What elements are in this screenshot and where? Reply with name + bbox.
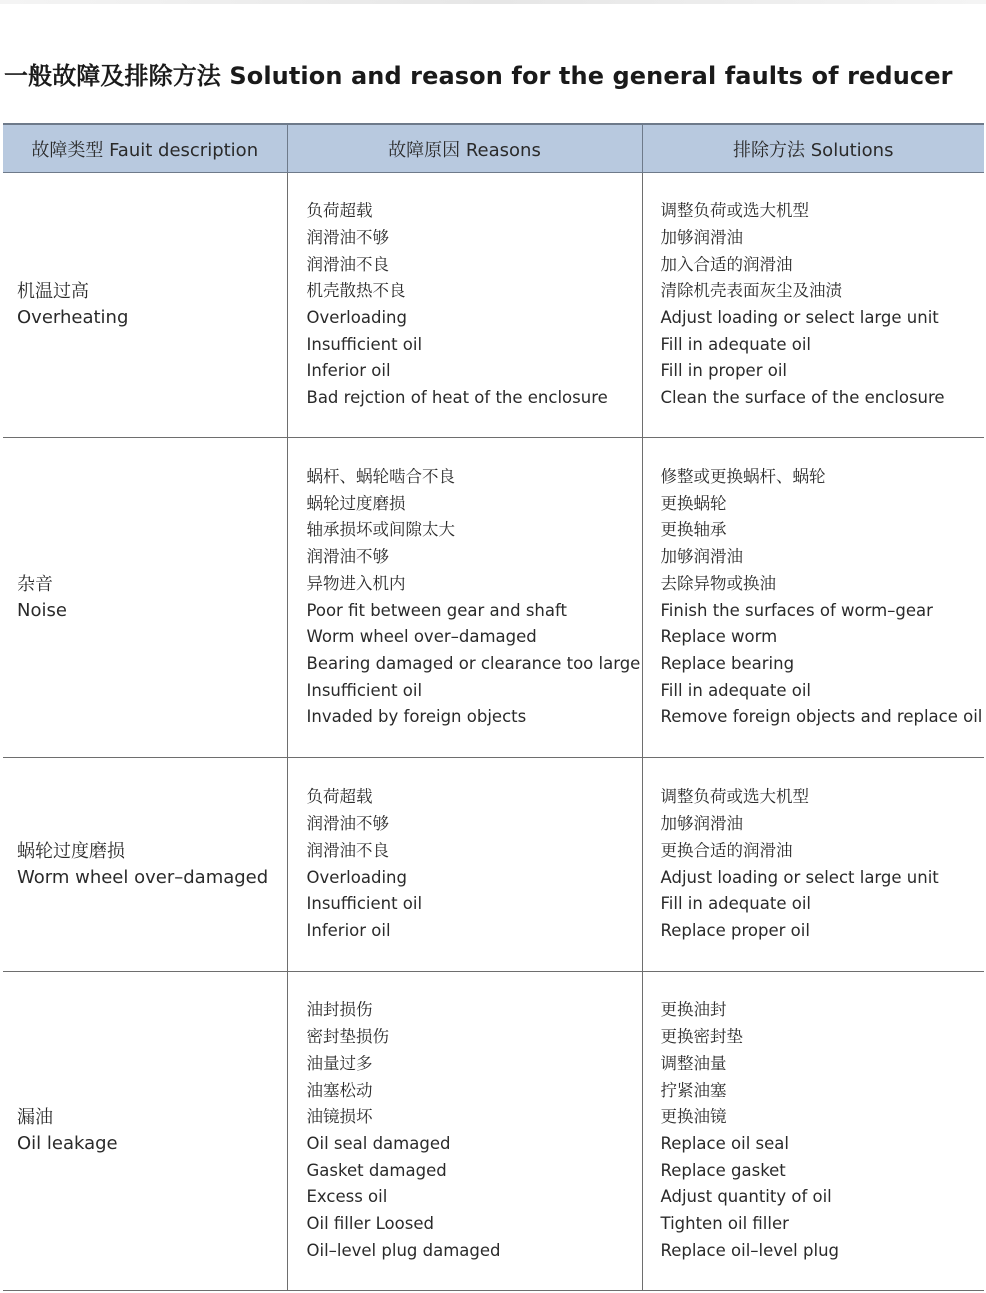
reason-line: Oil–level plug damaged: [306, 1240, 501, 1260]
reason-line: Inferior oil: [306, 920, 391, 940]
reason-line: Bearing damaged or clearance too large: [306, 653, 641, 673]
solution-line: 清除机壳表面灰尘及油渍: [660, 281, 842, 301]
table-header-row: [3, 124, 984, 173]
reason-line: 负荷超载: [306, 787, 373, 807]
solution-line: 调整油量: [660, 1053, 727, 1073]
reason-line: Worm wheel over–damaged: [306, 627, 537, 647]
solutions-cell: [642, 438, 984, 758]
solutions-cell: [642, 972, 984, 1291]
reason-line: 蜗轮过度磨损: [306, 493, 406, 513]
page-title: 一般故障及排除方法 Solution and reason for the general faults of reducer: [4, 62, 953, 90]
reasons-cell: [287, 438, 642, 758]
reason-line: Bad rejction of heat of the enclosure: [306, 388, 608, 408]
solution-line: Adjust quantity of oil: [660, 1187, 832, 1207]
reason-line: 负荷超载: [306, 201, 373, 221]
reason-line: 异物进入机内: [306, 573, 406, 593]
solution-line: Replace proper oil: [660, 920, 810, 940]
solution-line: Fill in adequate oil: [660, 680, 811, 700]
reason-line: Inferior oil: [306, 361, 391, 381]
solution-line: 修整或更换蜗杆、蜗轮: [660, 466, 826, 486]
solution-line: 加够润滑油: [660, 814, 743, 834]
solutions-cell: [642, 758, 984, 972]
solution-line: Adjust loading or select large unit: [660, 308, 939, 327]
solution-line: Remove foreign objects and replace oil: [660, 707, 983, 727]
fault-name-cn: 机温过高: [17, 281, 89, 302]
solution-line: 加够润滑油: [660, 227, 743, 247]
table-row-overheating: [3, 173, 984, 438]
table-row-oil-leakage: [3, 972, 984, 1291]
reason-line: Oil seal damaged: [306, 1134, 451, 1153]
solution-line: 更换密封垫: [660, 1027, 743, 1047]
header-fault-description: 故障类型 Fauit description: [3, 124, 287, 173]
solution-line: 更换轴承: [660, 520, 727, 540]
reason-line: Oil filler Loosed: [306, 1214, 434, 1234]
solution-line: 调整负荷或选大机型: [660, 201, 809, 221]
table-row-worm-wheel: [3, 758, 984, 972]
solution-line: 更换蜗轮: [660, 493, 727, 513]
fault-name-en: Overheating: [17, 307, 129, 328]
reason-line: 润滑油不良: [306, 840, 389, 860]
reason-line: 油封损伤: [306, 1000, 373, 1020]
reason-line: 油塞松动: [306, 1080, 373, 1100]
reason-line: 润滑油不够: [306, 814, 389, 834]
solution-line: Fill in adequate oil: [660, 894, 811, 914]
reason-line: 润滑油不良: [306, 254, 389, 274]
fault-table: [3, 123, 984, 1291]
solution-line: Finish the surfaces of worm–gear: [660, 600, 933, 620]
table-row-noise: [3, 438, 984, 758]
solution-line: Fill in adequate oil: [660, 334, 811, 354]
reason-line: Insufficient oil: [306, 894, 423, 914]
reason-line: Excess oil: [306, 1187, 388, 1207]
solution-line: Replace worm: [660, 627, 778, 647]
top-rule: [0, 0, 986, 4]
solution-line: 拧紧油塞: [660, 1080, 727, 1100]
reasons-cell: [287, 758, 642, 972]
solution-line: 更换合适的润滑油: [660, 840, 793, 860]
reason-line: 密封垫损伤: [306, 1027, 389, 1047]
fault-name-en: Oil leakage: [17, 1133, 118, 1154]
reason-line: 油镜损坏: [306, 1107, 373, 1127]
fault-name-en: Worm wheel over–damaged: [17, 866, 269, 888]
fault-name-cn: 杂音: [17, 573, 53, 595]
reason-line: Gasket damaged: [306, 1160, 447, 1180]
reasons-cell: [287, 173, 642, 438]
solution-line: Adjust loading or select large unit: [660, 867, 939, 887]
solution-line: Replace oil–level plug: [660, 1240, 839, 1260]
solution-line: Replace gasket: [660, 1160, 786, 1180]
fault-name-cn: 蜗轮过度磨损: [17, 840, 125, 862]
reason-line: Invaded by foreign objects: [306, 707, 527, 727]
fault-name-cn: 漏油: [17, 1107, 53, 1128]
solution-line: 更换油封: [660, 1000, 727, 1020]
reason-line: Overloading: [306, 867, 407, 887]
solution-line: 调整负荷或选大机型: [660, 787, 809, 807]
solution-line: Replace bearing: [660, 653, 795, 673]
solution-line: 加够润滑油: [660, 547, 743, 567]
solution-line: 去除异物或换油: [660, 573, 776, 593]
reason-line: 润滑油不够: [306, 227, 389, 247]
solution-line: Fill in proper oil: [660, 361, 787, 381]
reason-line: Poor fit between gear and shaft: [306, 600, 567, 620]
reason-line: Overloading: [306, 308, 407, 327]
reason-line: 轴承损坏或间隙太大: [306, 520, 455, 540]
fault-name-en: Noise: [17, 599, 67, 621]
solution-line: 加入合适的润滑油: [660, 254, 793, 274]
header-solutions: 排除方法 Solutions: [642, 124, 984, 173]
reason-line: 油量过多: [306, 1053, 373, 1073]
reason-line: 蜗杆、蜗轮啮合不良: [306, 466, 455, 486]
solution-line: Replace oil seal: [660, 1134, 789, 1153]
solutions-cell: [642, 173, 984, 438]
fault-description-cell: [3, 173, 287, 438]
solution-line: Tighten oil filler: [660, 1214, 789, 1234]
reasons-cell: [287, 972, 642, 1291]
fault-description-cell: [3, 758, 287, 972]
reason-line: Insufficient oil: [306, 334, 423, 354]
reason-line: 机壳散热不良: [306, 281, 406, 301]
fault-description-cell: [3, 438, 287, 758]
fault-description-cell: [3, 972, 287, 1291]
reason-line: Insufficient oil: [306, 680, 423, 700]
solution-line: Clean the surface of the enclosure: [660, 388, 945, 408]
reason-line: 润滑油不够: [306, 547, 389, 567]
header-reasons: 故障原因 Reasons: [287, 124, 642, 173]
solution-line: 更换油镜: [660, 1107, 727, 1127]
